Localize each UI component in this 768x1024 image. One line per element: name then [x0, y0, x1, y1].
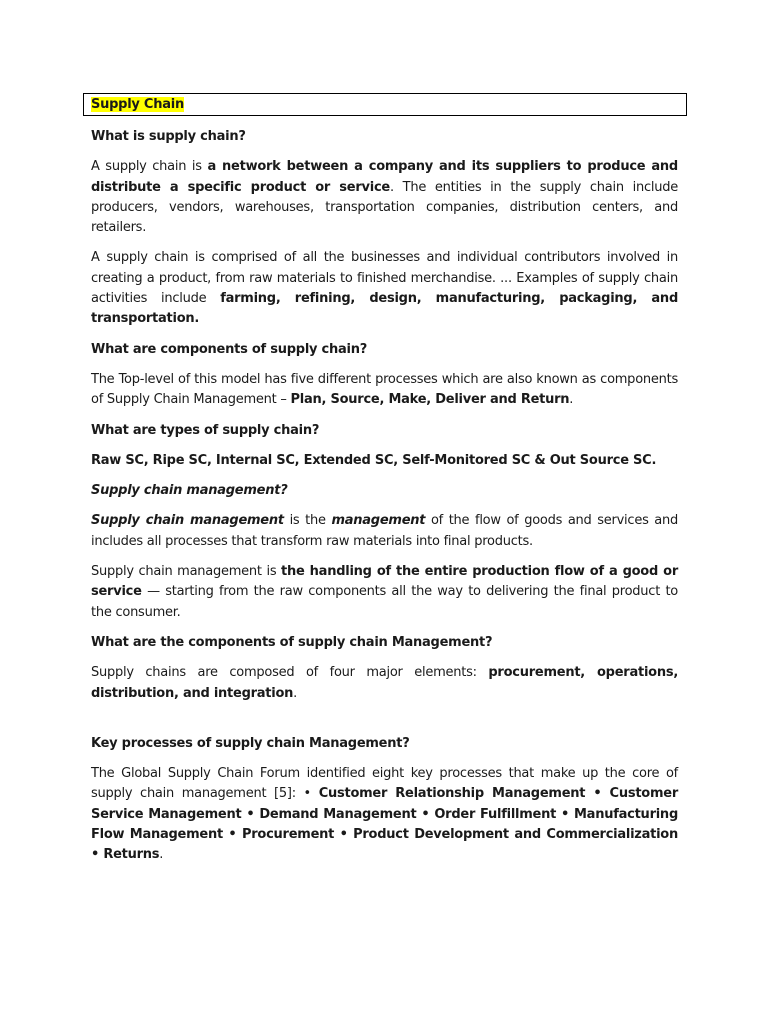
- question-key-processes: Key processes of supply chain Management?: [91, 735, 410, 751]
- question-types: What are types of supply chain?: [91, 422, 320, 438]
- bold-text: farming, refining, design, manufacturing, packaging, and transportation.: [91, 291, 678, 327]
- bold-text: Customer Relationship Management • Customer Service Management • Demand Management • Order Fulfillment • Manufacturing Flow Management • Procurement • Product Development and Commercialization • Returns: [91, 786, 678, 863]
- question-components: What are components of supply chain?: [91, 341, 368, 357]
- text: is the: [283, 513, 332, 529]
- text: — starting from the raw components all the way to delivering the final product to the consumer.: [91, 584, 678, 620]
- text: Supply chain management is: [91, 564, 282, 580]
- paragraph-key-processes: [91, 764, 678, 865]
- title-box: [83, 93, 687, 116]
- text: .: [293, 685, 298, 701]
- paragraph-supply-chain-definition: [91, 157, 678, 238]
- bold-italic-text: management: [331, 513, 426, 529]
- spacer: [91, 714, 678, 734]
- text: A supply chain is: [91, 159, 208, 175]
- text: .: [159, 847, 164, 863]
- text: The Global Supply Chain Forum identified eight key processes that make up the core of supply chain management [5]: •: [91, 766, 678, 802]
- question-what-is-supply-chain: What is supply chain?: [91, 129, 246, 144]
- bold-text: the handling of the entire production flow of a good or service: [91, 564, 678, 600]
- text: A supply chain is comprised of all the businesses and individual contributors involved in creating a product, from raw materials to finished merchandise. ... Examples of supply chain activities include: [91, 250, 678, 307]
- document-title: Supply Chain: [91, 97, 184, 112]
- text: of the flow of goods and services and includes all processes that transform raw materials into final products.: [91, 513, 678, 549]
- bold-text: Plan, Source, Make, Deliver and Return: [290, 392, 570, 408]
- bold-text: a network between a company and its suppliers to produce and distribute a specific product or service: [91, 159, 678, 195]
- paragraph-supply-chain-activities: [91, 248, 678, 329]
- text: Supply chains are composed of four major elements:: [91, 665, 489, 681]
- text: .: [569, 392, 574, 408]
- paragraph-scm-definition: [91, 511, 678, 552]
- bold-text: procurement, operations, distribution, and integration: [91, 665, 679, 701]
- text: . The entities in the supply chain include producers, vendors, warehouses, transportation companies, distribution centers, and retailers.: [91, 179, 678, 236]
- paragraph-scm-elements: [91, 663, 678, 704]
- question-scm: Supply chain management?: [91, 483, 288, 499]
- paragraph-components: [91, 370, 678, 411]
- text: The Top-level of this model has five different processes which are also known as components of Supply Chain Management –: [91, 371, 678, 408]
- bold-italic-text: Supply chain management: [91, 513, 284, 529]
- paragraph-types: Raw SC, Ripe SC, Internal SC, Extended SC, Self-Monitored SC & Out Source SC.: [91, 452, 657, 468]
- question-scm-components: What are the components of supply chain Management?: [91, 634, 493, 650]
- paragraph-scm-handling: [91, 562, 678, 623]
